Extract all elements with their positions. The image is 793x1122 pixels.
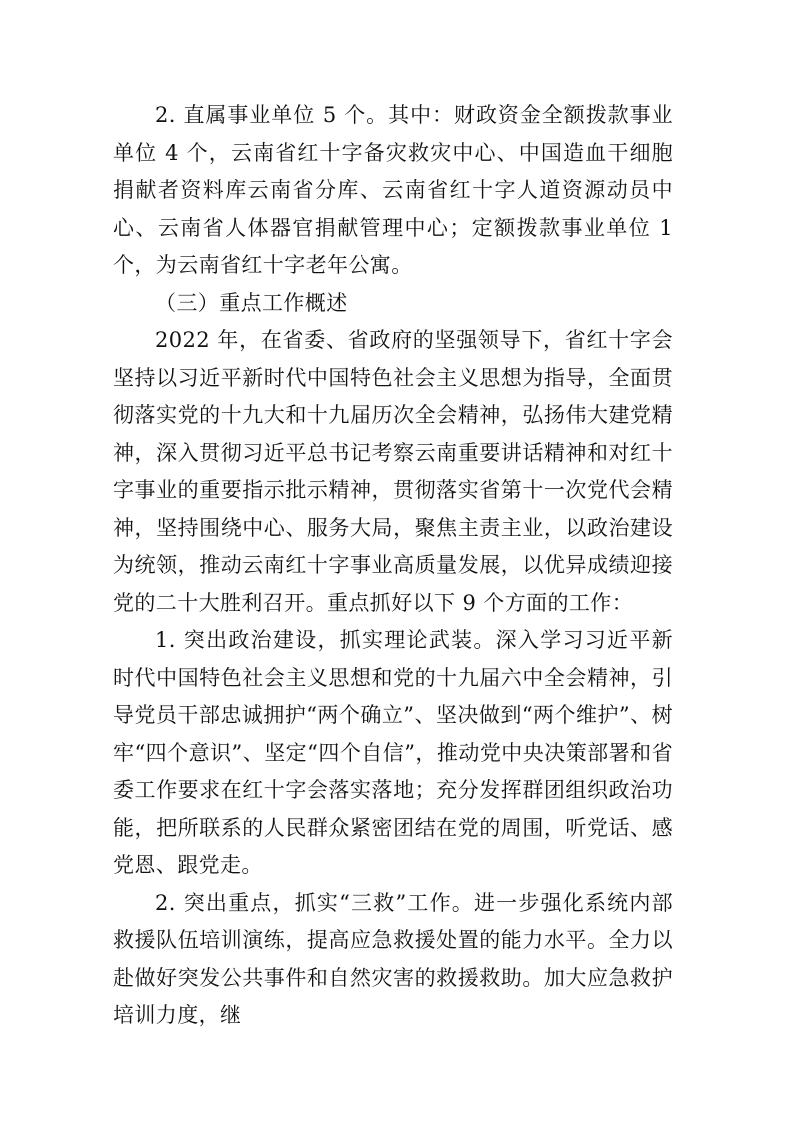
paragraph-item-2: 2. 突出重点，抓实“三救”工作。进一步强化系统内部救援队伍培训演练，提高应急救援处置的能力水平。全力以赴做好突发公共事件和自然灾害的救援救助。加大应急救护培训力度，继 [113, 890, 673, 1027]
paragraph-item-1: 1. 突出政治建设，抓实理论武装。深入学习习近平新时代中国特色社会主义思想和党的十九届六中全会精神，引导党员干部忠诚拥护“两个确立”、坚决做到“两个维护”、树牢“四个意识”、坚定“四个自信”，推动党中央决策部署和省委工作要求在红十字会落实落地；充分发挥群团组织政治功能，把所联系的人民群众紧密团结在党的周围，听党话、感党恩、跟党走。 [113, 628, 673, 877]
document-body [113, 97, 673, 1035]
paragraph-overview: 2022 年，在省委、省政府的坚强领导下，省红十字会坚持以习近平新时代中国特色社会主义思想为指导，全面贯彻落实党的十九大和十九届历次全会精神，弘扬伟大建党精神，深入贯彻习近平总书记考察云南重要讲话精神和对红十字事业的重要指示批示精神，贯彻落实省第十一次党代会精神，坚持围绕中心、服务大局，聚焦主责主业，以政治建设为统领，推动云南红十字事业高质量发展，以优异成绩迎接党的二十大胜利召开。重点抓好以下 9 个方面的工作： [113, 328, 673, 615]
paragraph-direct-units: 2. 直属事业单位 5 个。其中：财政资金全额拨款事业单位 4 个，云南省红十字备灾救灾中心、中国造血干细胞捐献者资料库云南省分库、云南省红十字人道资源动员中心、云南省人体器官捐献管理中心；定额拨款事业单位 1 个，为云南省红十字老年公寓。 [113, 103, 673, 277]
section-heading-key-work: （三）重点工作概述 [155, 290, 348, 315]
